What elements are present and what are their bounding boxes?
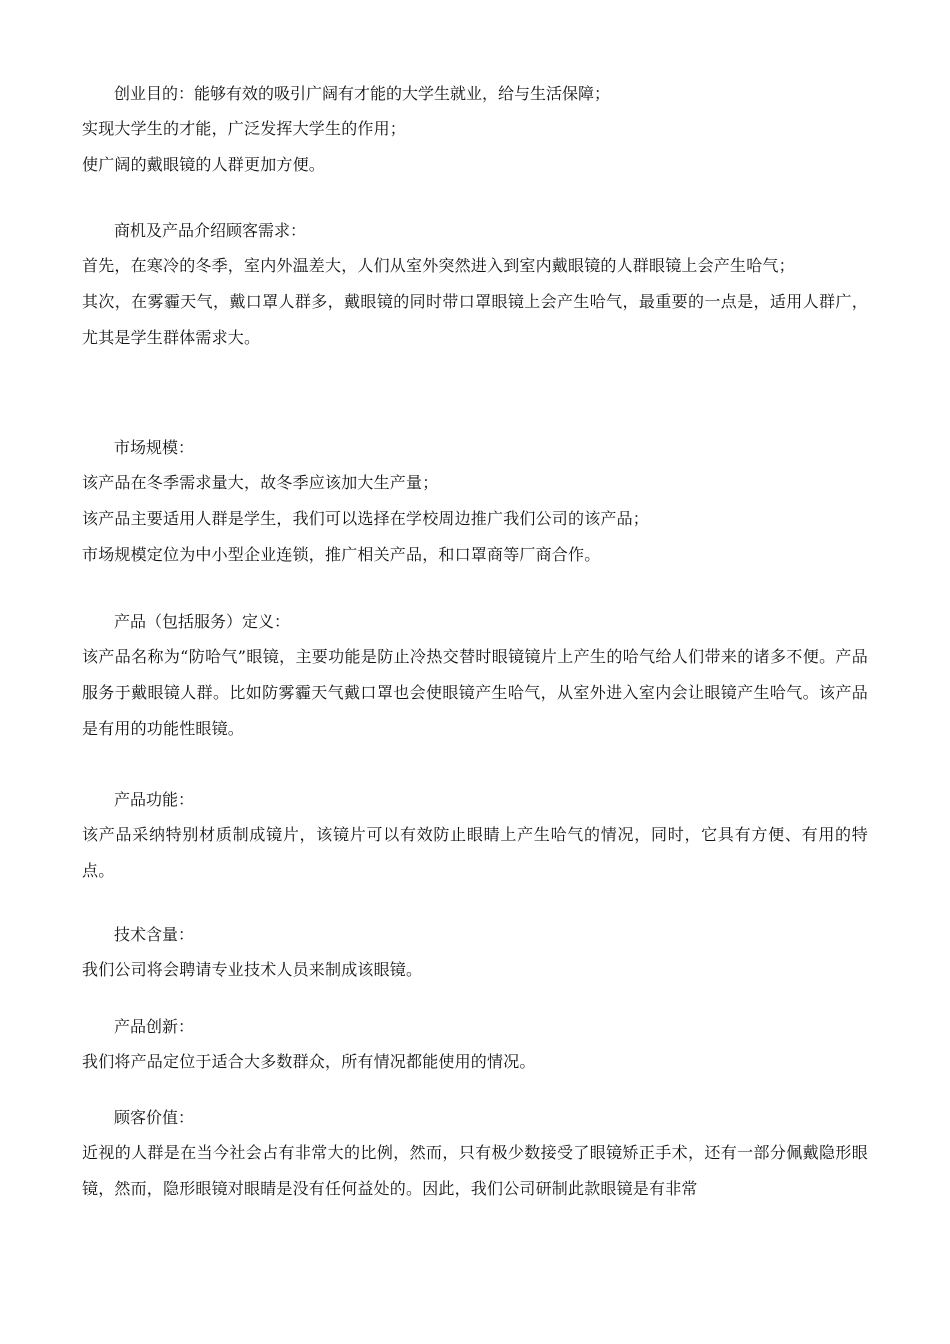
- section-heading: 产品功能：: [114, 790, 195, 809]
- section-innovation: [82, 1015, 868, 1080]
- section-heading: 市场规模：: [114, 438, 195, 457]
- section-market-scale: [82, 436, 868, 573]
- paragraph: 该产品采纳特别材质制成镜片，该镜片可以有效防止眼睛上产生哈气的情况，同时，它具有方便、有用的特点。: [82, 825, 868, 880]
- paragraph: 其次，在雾霾天气，戴口罩人群多，戴眼镜的同时带口罩眼镜上会产生哈气，最重要的一点是，适用人群广，尤其是学生群体需求大。: [82, 292, 868, 347]
- paragraph: 近视的人群是在当今社会占有非常大的比例，然而，只有极少数接受了眼镜矫正手术，还有一部分佩戴隐形眼镜，然而，隐形眼镜对眼睛是没有任何益处的。因此，我们公司研制此款眼镜是有非常: [82, 1143, 868, 1198]
- section-heading: 创业目的：能够有效的吸引广阔有才能的大学生就业，给与生活保障；: [114, 84, 611, 103]
- section-opportunity: [82, 219, 868, 356]
- paragraph: 我们将产品定位于适合大多数群众，所有情况都能使用的情况。: [82, 1052, 536, 1071]
- paragraph: 我们公司将会聘请专业技术人员来制成该眼镜。: [82, 960, 423, 979]
- paragraph: 首先，在寒冷的冬季，室内外温差大，人们从室外突然进入到室内戴眼镜的人群眼镜上会产生哈气；: [82, 256, 795, 275]
- paragraph: 使广阔的戴眼镜的人群更加方便。: [82, 155, 326, 174]
- paragraph: 该产品名称为“防哈气”眼镜，主要功能是防止冷热交替时眼镜镜片上产生的哈气给人们带来的诸多不便。产品服务于戴眼镜人群。比如防雾霾天气戴口罩也会使眼镜产生哈气，从室外进入室内会让眼镜产生哈气。该产品是有用的功能性眼镜。: [82, 647, 868, 738]
- section-heading: 产品创新：: [114, 1017, 195, 1036]
- section-heading: 商机及产品介绍顾客需求：: [114, 221, 307, 240]
- section-purpose: [82, 82, 868, 183]
- paragraph: 该产品在冬季需求量大，故冬季应该加大生产量；: [82, 473, 439, 492]
- section-technology: [82, 923, 868, 988]
- section-heading: 技术含量：: [114, 925, 195, 944]
- section-heading: 产品（包括服务）定义：: [114, 612, 291, 631]
- paragraph: 实现大学生的才能，广泛发挥大学生的作用；: [82, 119, 407, 138]
- paragraph: 市场规模定位为中小型企业连锁，推广相关产品，和口罩商等厂商合作。: [82, 545, 601, 564]
- section-customer-value: [82, 1106, 868, 1207]
- section-heading: 顾客价值：: [114, 1108, 195, 1127]
- section-product-definition: [82, 610, 868, 747]
- section-product-function: [82, 788, 868, 889]
- paragraph: 该产品主要适用人群是学生，我们可以选择在学校周边推广我们公司的该产品；: [82, 509, 650, 528]
